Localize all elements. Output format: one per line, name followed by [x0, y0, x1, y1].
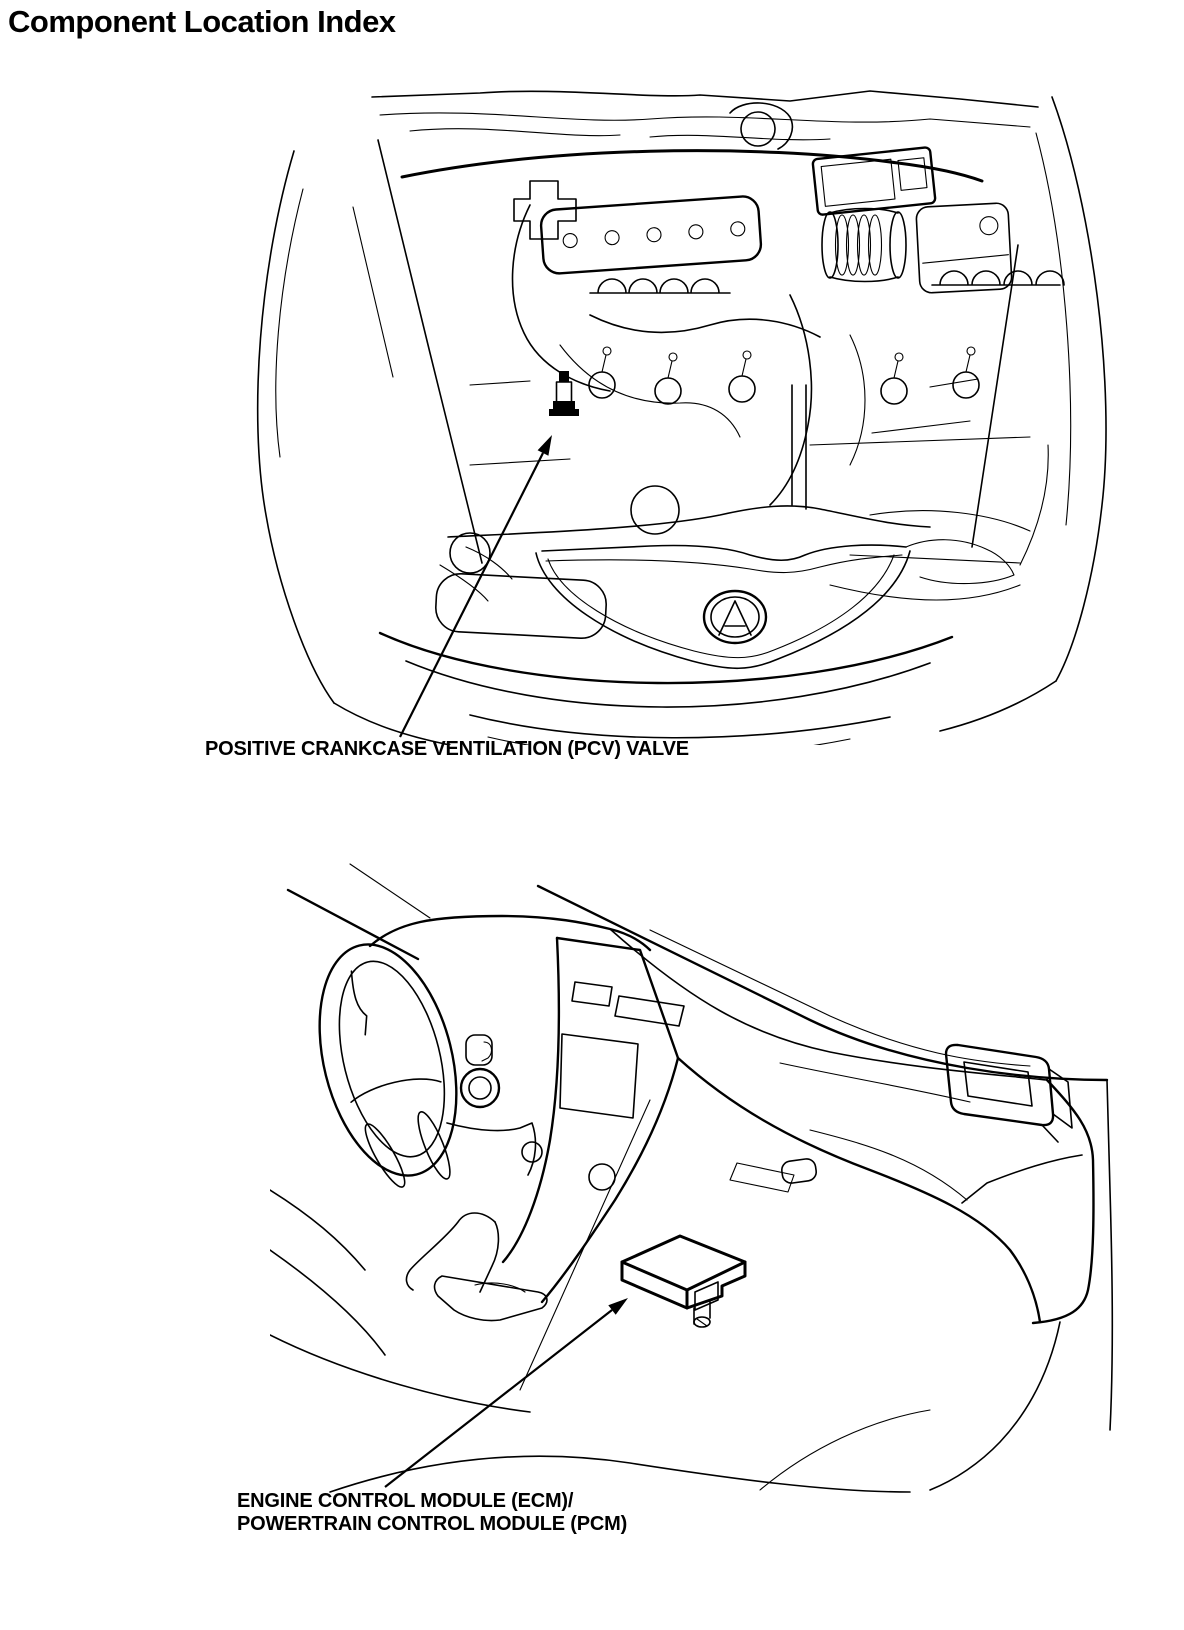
engine-valve-cover: [540, 195, 762, 274]
ecm-pcm-box: [622, 1236, 745, 1327]
engine-hoses-and-wiring: [435, 205, 1030, 639]
page-title: Component Location Index: [8, 4, 396, 39]
fuse-box: [812, 147, 935, 215]
ecm-pcm-label-line1: ENGINE CONTROL MODULE (ECM)/: [237, 1490, 574, 1512]
windshield-pillars: [288, 864, 1112, 1430]
ecm-pcm-label-line2: POWERTRAIN CONTROL MODULE (PCM): [237, 1513, 628, 1535]
pcv-valve-marker: [549, 371, 579, 416]
ignition-coils: [589, 347, 979, 404]
acura-badge-icon: [704, 591, 766, 643]
floor-and-seat-lines: [270, 1190, 930, 1492]
center-stack: [503, 938, 684, 1390]
cowl-and-strut-bar: [372, 91, 1038, 239]
pcv-leader-arrow: [400, 435, 552, 737]
dashboard-illustration: [270, 830, 1115, 1495]
dash-side-vent: [946, 1045, 1072, 1142]
engine-bay-illustration: [230, 85, 1130, 745]
ecm-pcm-label: [237, 1490, 627, 1536]
air-intake-duct: [822, 203, 1012, 294]
shifter-and-handbrake: [406, 1213, 546, 1321]
steering-wheel: [297, 930, 481, 1202]
engine-bay-figure: [230, 85, 1130, 745]
front-bumper-grille: [380, 506, 1014, 745]
pcv-valve-label: POSITIVE CRANKCASE VENTILATION (PCV) VALVE: [205, 738, 689, 760]
interior-figure: [270, 830, 1115, 1495]
